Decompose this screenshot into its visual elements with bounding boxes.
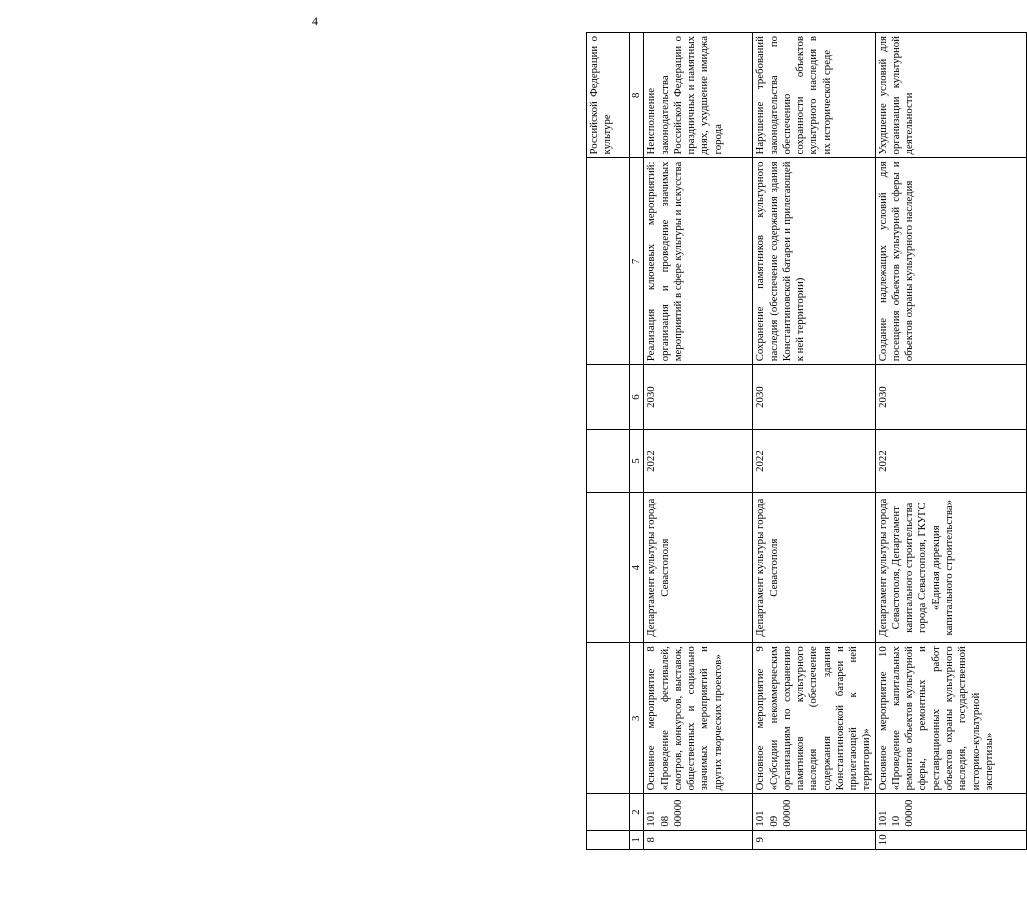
budget-code: 101 10 00000 [875, 794, 1026, 830]
column-number: 5 [630, 429, 644, 492]
start-year: 2022 [875, 429, 1026, 492]
start-year: 2022 [753, 429, 875, 492]
continued-cell [587, 830, 630, 849]
program-activities-table [586, 32, 1027, 850]
activity-name: Основное мероприятие 10 «Проведение капитальных ремонтов объектов культурной сферы, ремонтных и реставрационных работ объектов охраны культурного наследия, государственной историко-культурной экспертизы» [875, 643, 1026, 794]
column-number-row [630, 33, 644, 850]
column-number: 1 [630, 830, 644, 849]
expected-result: Создание надлежащих условий для посещения объектов культурной сферы и объектов охраны культурного наследия [875, 158, 1026, 365]
activity-name: Основное мероприятие 9 «Субсидии некоммерческим организациям по сохранению памятников культурного наследия (обеспечение содержания здания Константиновской батареи и прилегающей к ней территории)» [753, 643, 875, 794]
continued-cell [587, 643, 630, 794]
column-number: 4 [630, 493, 644, 643]
row-number: 10 [875, 830, 1026, 849]
continued-cell [587, 429, 630, 492]
activity-name: Основное мероприятие 8 «Проведение фестивалей, смотров, конкурсов, выставок, общественных и социально значимых мероприятий и других творческих проектов» [644, 643, 753, 794]
end-year: 2030 [875, 365, 1026, 430]
expected-result: Реализация ключевых мероприятий: организация и проведение значимых мероприятий в сфере культуры и искусства [644, 158, 753, 365]
executor: Департамент культуры города Севастополя, Департамент капитального строительства города Севастополя, ГКУГС «Единая дирекция капитального строительства» [875, 493, 1026, 643]
continued-cell [587, 794, 630, 830]
row-number: 9 [753, 830, 875, 849]
executor: Департамент культуры города Севастополя [644, 493, 753, 643]
consequences: Ухудшение условий для организации культурной деятельности [875, 33, 1026, 158]
continued-consequences-cell: Российской Федерации о культуре [587, 33, 630, 158]
budget-code: 101 08 00000 [644, 794, 753, 830]
executor: Департамент культуры города Севастополя [753, 493, 875, 643]
column-number: 3 [630, 643, 644, 794]
column-number: 2 [630, 794, 644, 830]
start-year: 2022 [644, 429, 753, 492]
page-number: 4 [312, 14, 318, 28]
column-number: 7 [630, 158, 644, 365]
end-year: 2030 [644, 365, 753, 430]
continued-cell [587, 158, 630, 365]
consequences: Нарушение требований законодательства по обеспечению сохранности объектов культурного наследия в их исторической среде [753, 33, 875, 158]
budget-code: 101 09 00000 [753, 794, 875, 830]
continued-row-fragment [587, 33, 630, 850]
expected-result: Сохранение памятников культурного наследия (обеспечение содержания здания Константиновской батареи и прилегающей к ней территории) [753, 158, 875, 365]
table-row [644, 33, 753, 850]
end-year: 2030 [753, 365, 875, 430]
table-row [875, 33, 1026, 850]
continued-cell [587, 493, 630, 643]
continued-cell [587, 365, 630, 430]
column-number: 8 [630, 33, 644, 158]
consequences: Неисполнение законодательства Российской Федерации о праздничных и памятных днях, ухудшение имиджа города [644, 33, 753, 158]
column-number: 6 [630, 365, 644, 430]
table-row [753, 33, 875, 850]
row-number: 8 [644, 830, 753, 849]
